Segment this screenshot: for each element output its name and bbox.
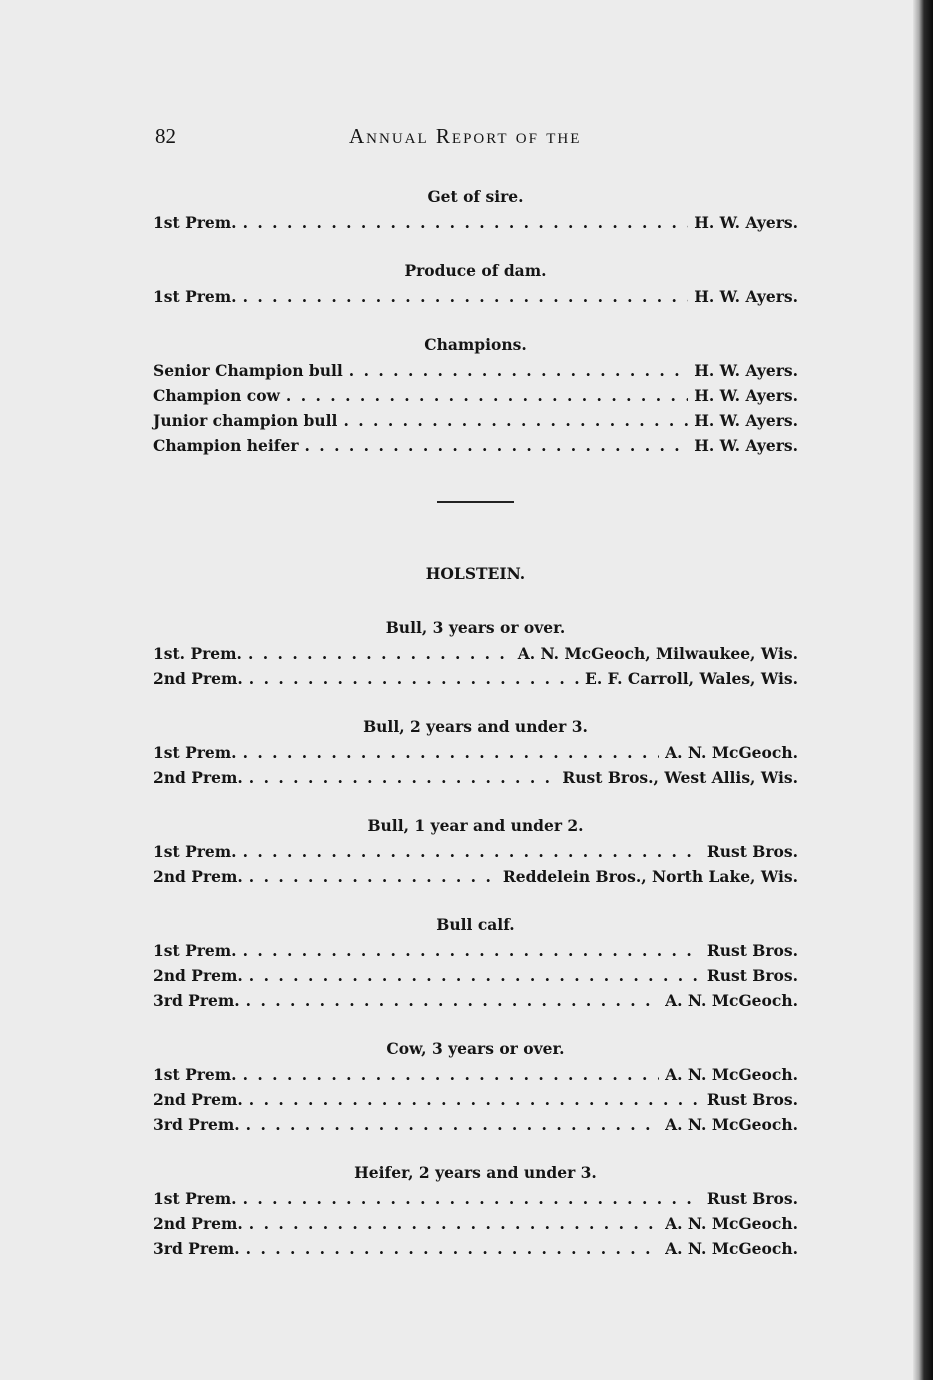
dot-leader [246, 1112, 659, 1137]
page-content [153, 184, 798, 1284]
award-section [153, 714, 798, 790]
award-winner: Rust Bros., West Allis, Wis. [562, 768, 798, 787]
award-entry [153, 1236, 798, 1261]
premium-label: Champion heifer [153, 436, 299, 455]
award-entry [153, 210, 798, 235]
dot-leader [246, 1236, 659, 1261]
dot-leader [286, 383, 688, 408]
premium-label: 1st. Prem. [153, 644, 242, 663]
award-entry [153, 963, 798, 988]
dot-leader [305, 433, 689, 458]
award-entry [153, 666, 798, 691]
premium-label: 2nd Prem. [153, 768, 243, 787]
award-winner: H. W. Ayers. [694, 213, 798, 232]
award-entry [153, 740, 798, 765]
award-entry [153, 1087, 798, 1112]
running-head [153, 124, 798, 150]
premium-label: 1st Prem. [153, 1065, 237, 1084]
award-entry [153, 765, 798, 790]
dot-leader [349, 358, 688, 383]
award-entry [153, 938, 798, 963]
section-divider [153, 481, 798, 561]
award-winner: Rust Bros. [706, 966, 798, 985]
premium-label: Junior champion bull [153, 411, 338, 430]
dot-leader [249, 864, 497, 889]
dot-leader [249, 765, 557, 790]
premium-label: 1st Prem. [153, 287, 237, 306]
award-entry [153, 358, 798, 383]
running-head-title: Annual Report of the [349, 124, 582, 148]
award-entry [153, 988, 798, 1013]
dot-leader [243, 839, 701, 864]
dot-leader [249, 963, 701, 988]
award-winner: H. W. Ayers. [694, 361, 798, 380]
dot-leader [243, 1186, 701, 1211]
section-title: Cow, 3 years or over. [386, 1039, 565, 1058]
award-entry [153, 284, 798, 309]
award-entry [153, 408, 798, 433]
dot-leader [243, 740, 660, 765]
premium-label: 1st Prem. [153, 743, 237, 762]
premium-label: Champion cow [153, 386, 280, 405]
award-entry [153, 641, 798, 666]
award-winner: Rust Bros. [706, 941, 798, 960]
section-title: Bull, 1 year and under 2. [367, 816, 584, 835]
award-section [153, 912, 798, 1013]
dot-leader [343, 408, 688, 433]
award-section [153, 258, 798, 309]
premium-label: 3rd Prem. [153, 991, 240, 1010]
award-section [153, 1036, 798, 1137]
award-winner: H. W. Ayers. [694, 436, 798, 455]
premium-label: Senior Champion bull [153, 361, 343, 380]
section-title: Bull, 3 years or over. [385, 618, 566, 637]
page-number: 82 [155, 124, 176, 148]
dot-leader [248, 641, 512, 666]
section-title: Produce of dam. [404, 261, 547, 280]
award-entry [153, 864, 798, 889]
award-section [153, 813, 798, 889]
ayers-award-list [153, 184, 798, 458]
premium-label: 1st Prem. [153, 941, 237, 960]
dot-leader [249, 666, 579, 691]
award-entry [153, 1186, 798, 1211]
award-winner: A. N. McGeoch. [665, 1065, 798, 1084]
premium-label: 1st Prem. [153, 1189, 237, 1208]
dot-leader [243, 938, 701, 963]
award-winner: H. W. Ayers. [694, 386, 798, 405]
section-title: Heifer, 2 years and under 3. [354, 1163, 597, 1182]
dot-leader [249, 1087, 701, 1112]
award-winner: A. N. McGeoch, Milwaukee, Wis. [517, 644, 798, 663]
award-winner: A. N. McGeoch. [665, 1214, 798, 1233]
award-entry [153, 1062, 798, 1087]
award-section [153, 615, 798, 691]
award-winner: H. W. Ayers. [694, 287, 798, 306]
award-winner: A. N. McGeoch. [665, 743, 798, 762]
dot-leader [243, 1062, 660, 1087]
dot-leader [243, 284, 689, 309]
award-winner: A. N. McGeoch. [665, 1115, 798, 1134]
dot-leader [243, 210, 689, 235]
award-winner: Rust Bros. [706, 1189, 798, 1208]
section-title: Champions. [424, 335, 527, 354]
award-entry [153, 1112, 798, 1137]
premium-label: 2nd Prem. [153, 1090, 243, 1109]
section-title: Bull, 2 years and under 3. [363, 717, 588, 736]
award-winner: A. N. McGeoch. [665, 991, 798, 1010]
page-binding-edge [913, 0, 933, 1380]
premium-label: 1st Prem. [153, 842, 237, 861]
section-title: Bull calf. [436, 915, 515, 934]
premium-label: 1st Prem. [153, 213, 237, 232]
premium-label: 3rd Prem. [153, 1239, 240, 1258]
award-entry [153, 839, 798, 864]
award-winner: Reddelein Bros., North Lake, Wis. [502, 867, 798, 886]
award-winner: A. N. McGeoch. [665, 1239, 798, 1258]
dot-leader [249, 1211, 659, 1236]
premium-label: 2nd Prem. [153, 966, 243, 985]
award-entry [153, 383, 798, 408]
premium-label: 2nd Prem. [153, 669, 243, 688]
award-entry [153, 1211, 798, 1236]
award-section [153, 332, 798, 458]
award-winner: Rust Bros. [706, 842, 798, 861]
holstein-award-list [153, 615, 798, 1261]
premium-label: 2nd Prem. [153, 1214, 243, 1233]
award-winner: E. F. Carroll, Wales, Wis. [585, 669, 798, 688]
premium-label: 2nd Prem. [153, 867, 243, 886]
premium-label: 3rd Prem. [153, 1115, 240, 1134]
award-winner: H. W. Ayers. [694, 411, 798, 430]
breed-heading: HOLSTEIN. [425, 564, 526, 583]
award-section [153, 184, 798, 235]
award-entry [153, 433, 798, 458]
section-title: Get of sire. [427, 187, 524, 206]
divider-rule [437, 501, 514, 503]
award-winner: Rust Bros. [706, 1090, 798, 1109]
dot-leader [246, 988, 659, 1013]
award-section [153, 1160, 798, 1261]
